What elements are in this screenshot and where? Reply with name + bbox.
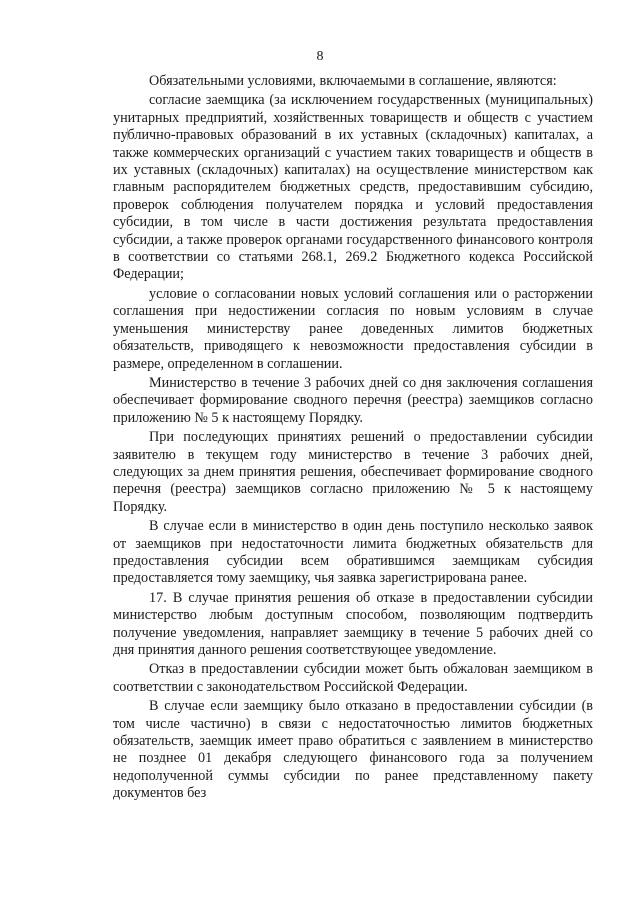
document-body [113, 73, 593, 803]
page-number: 8 [316, 49, 324, 64]
paragraph-refusal-appeal: Отказ в предоставлении субсидии может быть обжалован заемщиком в соответствии с законодательством Российской Федерации. [113, 661, 593, 695]
paragraph-multiple-applications: В случае если в министерство в один день поступило несколько заявок от заемщиков при недостаточности лимита бюджетных обязательств для предоставления субсидии всем обратившимся заемщикам субсидия предоставляется тому заемщику, чья заявка зарегистрирована ранее. [113, 518, 593, 587]
paragraph-agreement-condition: условие о согласовании новых условий соглашения или о расторжении соглашения при недостижении согласия по новым условиям в случае уменьшения министерству ранее доведенных лимитов бюджетных обязательств, приводящего к невозможности предоставления субсидии в размере, определенном в соглашении. [113, 285, 593, 372]
paragraph-registry-formation: Министерство в течение 3 рабочих дней со дня заключения соглашения обеспечивает формирование сводного перечня (реестра) заемщиков согласно приложению № 5 к настоящему Порядку. [113, 374, 593, 426]
paragraph-subsequent-decisions: При последующих принятиях решений о предоставлении субсидии заявителю в текущем году министерство в течение 3 рабочих дней, следующих за днем принятия решения, обеспечивает формирование сводного перечня (реестра) заемщиков согласно приложению № 5 к настоящему Порядку. [113, 429, 593, 515]
paragraph-intro: Обязательными условиями, включаемыми в соглашение, являются: [149, 73, 557, 89]
paragraph-limit-refusal: В случае если заемщику было отказано в предоставлении субсидии (в том числе частично) в связи с недостаточностью лимитов бюджетных обязательств, заемщик имеет право обратиться с заявлением в министерство не позднее 01 декабря следующего финансового года за получением недополученной суммы субсидии по ранее представленному пакету документов без [113, 698, 593, 802]
paragraph-consent-condition: согласие заемщика (за исключением государственных (муниципальных) унитарных предприятий, хозяйственных товариществ и обществ с участием публично-правовых образований в их уставных (складочных) капиталах, а также коммерческих организаций с участием таких товариществ и обществ в их уставных (складочных) капиталах) на осуществление министерством как главным распорядителем бюджетных средств, предоставившим субсидию, проверок соблюдения получателем порядка и условий предоставления субсидии, в том числе в части достижения результата предоставления субсидии, а также проверок органами государственного финансового контроля в соответствии со статьями 268.1, 269.2 Бюджетного кодекса Российской Федерации; [113, 92, 593, 283]
paragraph-refusal-notice: 17. В случае принятия решения об отказе в предоставлении субсидии министерство любым доступным способом, позволяющим подтвердить получение уведомления, направляет заемщику в течение 5 рабочих дней со дня принятия данного решения соответствующее уведомление. [113, 589, 593, 658]
